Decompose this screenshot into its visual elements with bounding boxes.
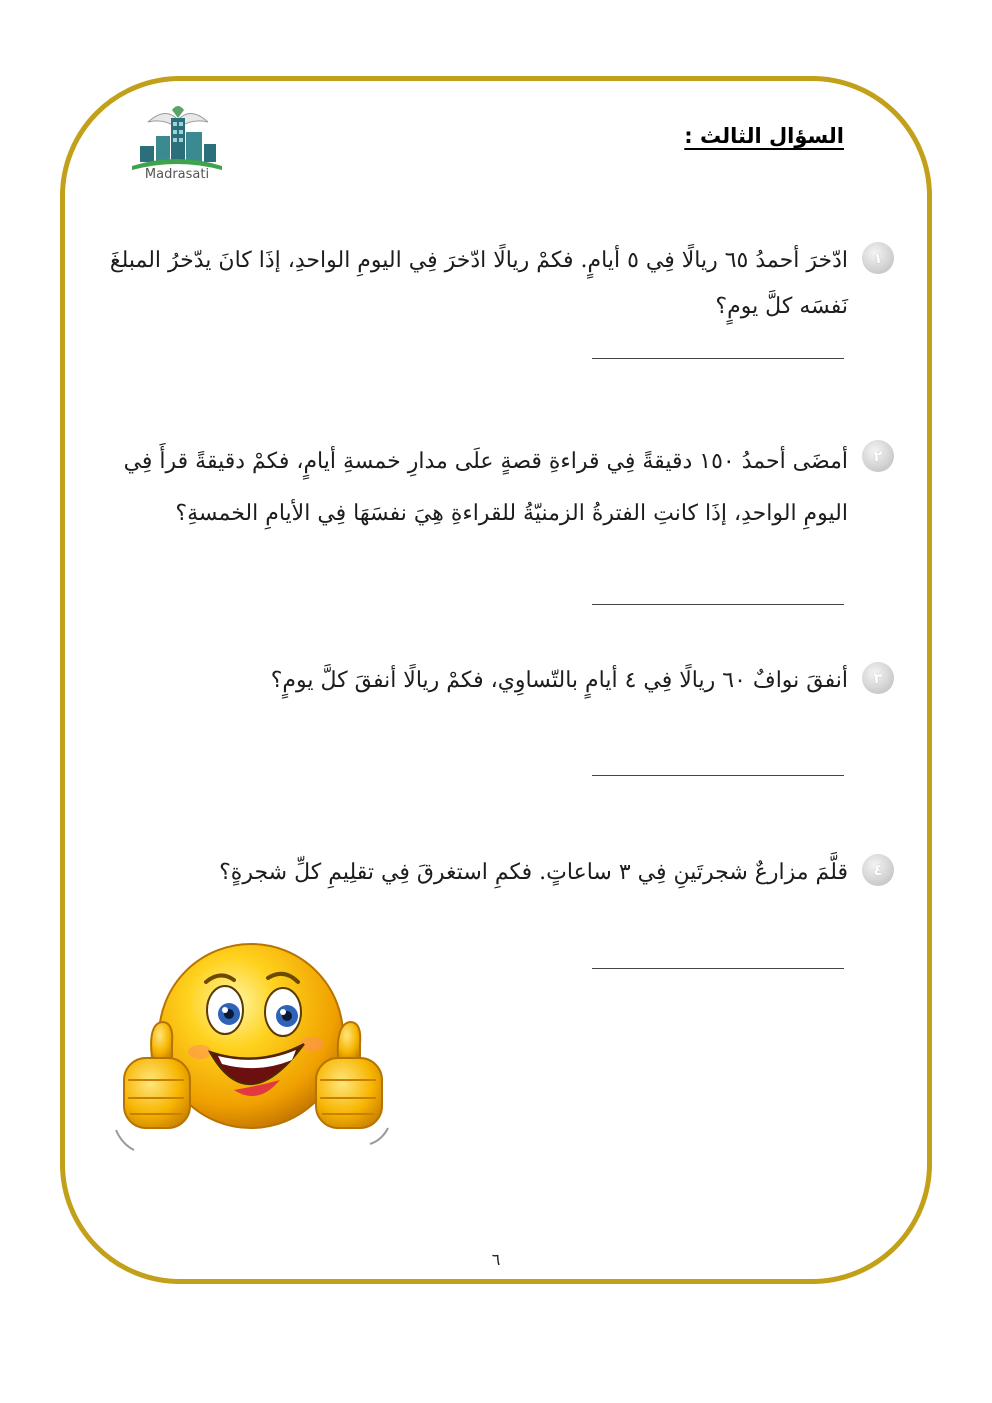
question-number-badge: ١ (862, 242, 894, 274)
smiley-thumbs-up-icon (108, 940, 398, 1170)
question-4 (104, 850, 894, 896)
question-number-badge: ٣ (862, 662, 894, 694)
question-text: أمضَى أحمدُ ١٥٠ دقيقةً فِي قراءةِ قصةٍ علَى مدارِ خمسةِ أيامٍ، فكمْ دقيقةً قرأَ فِي اليومِ الواحدِ، إذَا كانتِ الفترةُ الزمنيّةُ للقراءةِ هِيَ نفسَهَا فِي الأيامِ الخمسةِ؟ (123, 449, 848, 526)
answer-line-2 (592, 604, 844, 605)
question-1 (104, 238, 894, 330)
question-3 (104, 658, 894, 704)
question-number-badge: ٢ (862, 440, 894, 472)
question-text: ادّخرَ أحمدُ ٦٥ ريالًا فِي ٥ أيامٍ. فكمْ ريالًا ادّخرَ فِي اليومِ الواحدِ، إذَا كانَ يدّخرُ المبلغَ نَفسَه كلَّ يومٍ؟ (109, 248, 848, 319)
answer-line-1 (592, 358, 844, 359)
logo-wordmark: Madrasati (144, 167, 210, 182)
page-number: ٦ (491, 1250, 501, 1269)
question-2 (104, 436, 894, 540)
question-text: قلَّمَ مزارعٌ شجرتَينِ فِي ٣ ساعاتٍ. فكمِ استغرقَ فِي تقلِيمِ كلِّ شجرةٍ؟ (219, 860, 848, 885)
question-number-badge: ٤ (862, 854, 894, 886)
section-title: السؤال الثالث : (684, 124, 844, 148)
answer-line-3 (592, 775, 844, 776)
question-text: أنفقَ نوافٌ ٦٠ ريالًا فِي ٤ أيامٍ بالتّساوِي، فكمْ ريالًا أنفقَ كلَّ يومٍ؟ (270, 668, 848, 693)
answer-line-4 (592, 968, 844, 969)
